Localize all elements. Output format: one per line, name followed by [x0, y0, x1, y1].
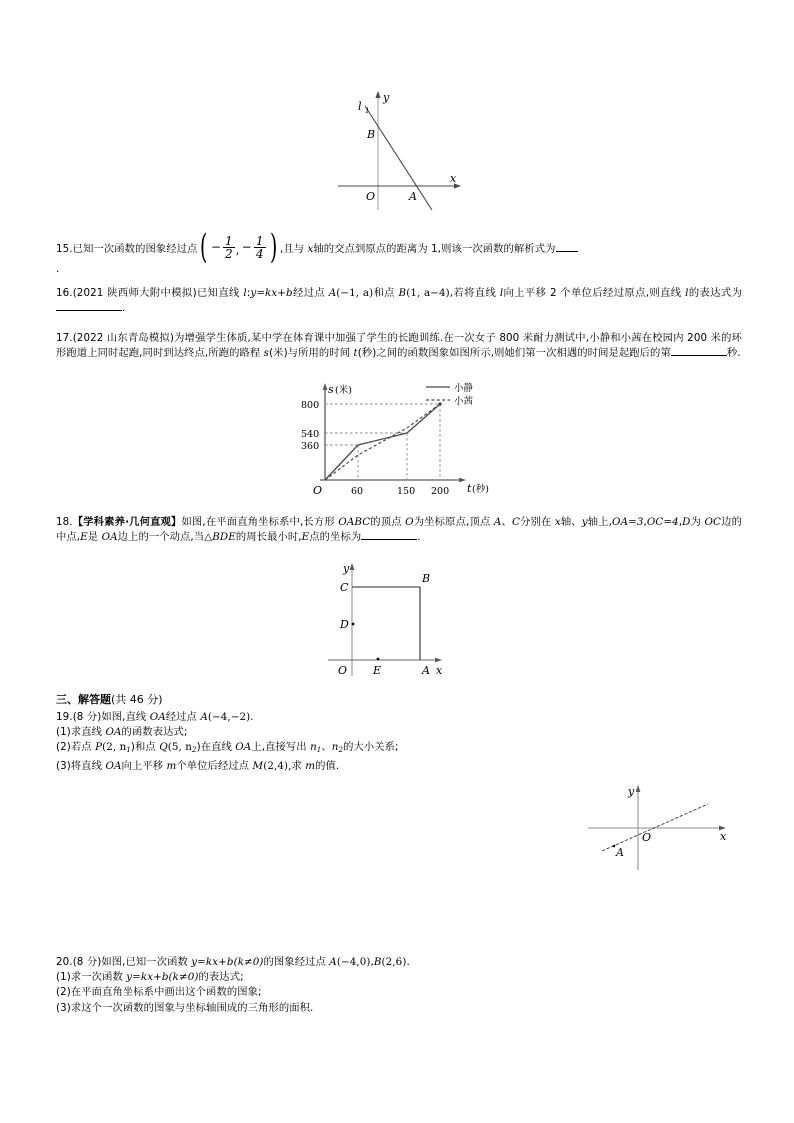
q18-body-2: 的顶点 [370, 516, 406, 528]
q16-part2: 经过点 [292, 287, 329, 299]
q20-stem-2: 的图象经过点 [263, 956, 330, 968]
q18-body-15: 点的坐标为 [309, 531, 362, 544]
chart-xlabel-unit: (秒) [472, 484, 489, 495]
q19-stem-tail: . [250, 711, 254, 723]
q19-item-3-t2: 向上平移 [121, 759, 167, 772]
q19-item-3-em-M: M [252, 759, 264, 772]
q20-point-B: B [373, 956, 382, 968]
q18-body-12: 是 [87, 531, 102, 544]
figure-rectangle-OABC [310, 560, 480, 682]
q19-item-1-t3: ; [183, 726, 188, 739]
chart-ylabel: s [328, 383, 334, 396]
y-denominator: 4 [255, 247, 264, 262]
q20-comma: , [370, 956, 374, 968]
q18-body-11: 边的中点, [56, 516, 742, 544]
question-18 [56, 515, 742, 545]
q16-colon: : [246, 287, 251, 299]
q18-body-8: , [643, 516, 647, 528]
q19-item-1 [56, 725, 742, 740]
q18-triangle-BDE: BDE [212, 531, 236, 544]
q18-segment-OA: OA [101, 531, 118, 544]
q20-item-3-label: (3) [56, 1001, 71, 1014]
q16-equation: y=kx+b [250, 287, 293, 299]
chart-running-distance-vs-time [300, 382, 520, 508]
chart-legend-label-1: 小静 [454, 383, 474, 394]
q17-source: (2022 山东青岛模拟) [72, 332, 174, 344]
q19-stem-2: 经过点 [165, 711, 201, 723]
q19-item-2-em-OA: OA [235, 741, 252, 754]
q19-item-3-t4: (2,4),求 [263, 759, 306, 772]
q18-point-O: O [405, 516, 414, 528]
q16-line-name: l [243, 287, 247, 299]
q19-item-3-label: (3) [56, 759, 71, 772]
q16-line-name-3: l [685, 287, 689, 299]
q20-stem [56, 955, 742, 970]
q19-point-A-coords: (−4,−2) [207, 711, 251, 723]
q20-score: (8 分) [72, 956, 102, 968]
q20-number: 20. [56, 956, 73, 968]
q16-point-b: B [398, 287, 407, 299]
q19-item-2-t1: 若点 [70, 741, 96, 754]
q17-number: 17. [56, 332, 73, 344]
q15-var-x: x [307, 242, 314, 255]
x-denominator: 2 [224, 247, 233, 262]
q20-item-1-t2: 的表达式; [198, 971, 244, 984]
q19-item-2-sub-2: 2 [192, 746, 197, 755]
q19-item-2-t7: 、 [321, 741, 332, 754]
chart-ytick-360: 360 [301, 441, 320, 452]
x-numerator: 1 [224, 234, 233, 249]
q20-item-1-label: (1) [56, 971, 71, 984]
q18-tail: . [417, 531, 421, 544]
q18-body-7: 轴上, [587, 516, 613, 528]
q19-score: (8 分) [72, 711, 102, 723]
question-20 [56, 955, 742, 1016]
section-score: (共 46 分) [111, 693, 163, 706]
q17-answer-blank[interactable] [671, 355, 727, 356]
chart-xtick-150: 150 [397, 486, 416, 497]
figure19-label-y: y [628, 785, 635, 798]
figure19-label-A: A [616, 846, 624, 859]
q18-axis-y: y [581, 516, 588, 528]
y-numerator: 1 [255, 234, 264, 249]
q19-item-2-t4: (5, n [167, 741, 192, 754]
q19-line-OA: OA [149, 711, 166, 723]
q19-item-2-em-n2: n [331, 741, 339, 754]
q17-unit-s: (米) [269, 347, 288, 360]
q20-stem-tail: . [406, 956, 410, 968]
q20-item-3-t1: 求这个一次函数的图象与坐标轴围成的三角形的面积. [70, 1001, 314, 1014]
chart-ylabel-unit: (米) [335, 385, 352, 396]
q17-tail: . [737, 347, 741, 360]
figure18-label-A: A [422, 664, 430, 677]
q20-point-B-coords: (2,6) [381, 956, 407, 968]
q17-var-s: s [263, 347, 270, 360]
q20-item-2-label: (2) [56, 986, 71, 999]
q18-axis-x: x [554, 516, 561, 528]
q20-stem-1: 如图,已知一次函数 [101, 956, 192, 968]
q19-item-2-t3: )和点 [130, 741, 160, 754]
q19-stem-1: 如图,直线 [101, 711, 150, 723]
q19-item-3-em-m: m [166, 759, 177, 772]
figure19-label-x: x [720, 830, 727, 843]
q18-body-13: 边上的一个动点,当△ [117, 531, 213, 544]
q20-item-2-t1: 在平面直角坐标系中画出这个函数的图象; [70, 986, 262, 999]
q15-coordinate-pair [197, 227, 279, 267]
q16-point-a: A [328, 287, 337, 299]
q19-item-2-sub-3: 1 [316, 746, 322, 755]
q20-item-1-t1: 求一次函数 [70, 971, 127, 984]
q18-point-C: C [511, 516, 520, 528]
q20-point-A-coords: (−4,0) [336, 956, 371, 968]
figure18-label-D: D [340, 618, 349, 631]
q19-item-3-em-OA: OA [105, 759, 122, 772]
figure18-label-B: B [422, 572, 431, 585]
figure18-label-O: O [338, 664, 348, 677]
q17-body-4: 秒 [726, 347, 738, 360]
q15-text-after-2: 轴的交点到原点的距离为 1,则该一次函数的解析式为 [313, 242, 556, 255]
q18-answer-blank[interactable] [361, 539, 417, 540]
section-title: 解答题 [78, 693, 111, 706]
q18-point-E-2: E [301, 531, 310, 544]
q16-part1: 已知直线 [196, 287, 244, 299]
y-fraction [253, 235, 267, 260]
q17-unit-t: (秒) [357, 347, 377, 360]
q18-body-1: 如图,在平面直角坐标系中,长方形 [181, 516, 339, 528]
q16-point-a-coords: (−1, a) [336, 287, 374, 299]
chart-xtick-60: 60 [351, 486, 364, 497]
q18-point-A: A [493, 516, 502, 528]
q19-item-3 [56, 759, 742, 774]
chart-origin-label: O [313, 484, 323, 497]
q19-item-2-t2: (2, n [102, 741, 127, 754]
q19-item-2-em-Q: Q [159, 741, 168, 754]
figure-label-O: O [366, 190, 376, 203]
figure-label-A: A [409, 190, 417, 203]
q18-body-14: 的周长最小时, [235, 531, 302, 544]
q18-body-4: 、 [501, 516, 512, 528]
q19-item-3-t1: 将直线 [70, 759, 106, 772]
question-16 [56, 286, 742, 316]
section-prefix: 三、 [56, 693, 78, 706]
q18-body-9: , [678, 516, 683, 528]
q16-point-b-coords: (1, a−4) [406, 287, 450, 299]
q19-item-2-sub-4: 2 [338, 746, 344, 755]
x-fraction [222, 235, 236, 260]
paren-open: ( [200, 227, 208, 267]
q16-line-name-2: l [499, 287, 504, 299]
chart-xlabel: t [467, 482, 472, 495]
paren-close: ) [269, 227, 277, 267]
figure-label-y: y [383, 91, 390, 104]
chart-ytick-800: 800 [301, 400, 320, 411]
q16-part3: 和点 [373, 287, 399, 299]
figure18-label-E: E [373, 664, 382, 677]
q17-body-3: 之间的函数图象如图所示,则她们第一次相遇的时间是起跑后的第 [376, 347, 671, 360]
figure-line-OA [580, 782, 750, 877]
q19-item-3-em-m2: m [305, 759, 316, 772]
q17-var-t: t [353, 347, 358, 360]
q16-answer-blank[interactable] [56, 310, 122, 311]
q19-item-1-t2: 的函数表达式 [121, 726, 184, 739]
q16-tail: . [122, 302, 126, 315]
q19-stem [56, 710, 742, 725]
q18-body-5: 分别在 [519, 516, 555, 528]
q19-item-3-t5: 的值. [315, 759, 340, 772]
q19-item-2-em-n1: n [310, 741, 317, 754]
question-19 [56, 710, 742, 774]
question-17 [56, 331, 742, 361]
q19-item-1-label: (1) [56, 726, 71, 739]
q18-oa-length: OA=3 [612, 516, 644, 528]
q18-body-10: 为 [690, 516, 705, 528]
q19-item-2-sub-1: 1 [126, 746, 131, 755]
q20-item-3 [56, 1001, 742, 1016]
q15-number: 15. [56, 242, 73, 255]
figure-label-B: B [367, 128, 376, 141]
figure-label-l: l [358, 100, 362, 113]
figure18-label-C: C [340, 581, 349, 594]
q16-part4: ,若将直线 [449, 287, 500, 299]
q18-rect-name: OABC [338, 516, 371, 528]
q19-item-2-t8: 的大小关系; [343, 741, 399, 754]
figure-line-l1 [330, 88, 470, 216]
q20-item-2 [56, 985, 742, 1000]
q18-point-D: D [682, 516, 691, 528]
q20-item-1-em: y=kx+b(k≠0) [126, 971, 199, 984]
q19-item-2-t5: )在直线 [196, 741, 236, 754]
q19-item-1-t1: 求直线 [70, 726, 106, 739]
figure-label-l-subscript: 1 [365, 107, 370, 115]
q19-item-2-em-P: P [95, 741, 103, 754]
q16-number: 16. [56, 287, 73, 299]
q15-text-before: 已知一次函数的图象经过点 [72, 242, 198, 255]
q20-point-A: A [329, 956, 337, 968]
y-sign: − [241, 240, 252, 255]
figure18-label-x: x [436, 664, 443, 677]
q18-competency-tag: 【学科素养·几何直观】 [72, 516, 182, 528]
chart-xtick-200: 200 [431, 486, 450, 497]
q18-point-E: E [80, 531, 88, 544]
section-heading-answer-questions [56, 691, 163, 707]
x-sign: − [210, 240, 221, 255]
q19-item-2-label: (2) [56, 741, 71, 754]
q19-item-2-t6: 上,直接写出 [251, 741, 311, 754]
q18-segment-OC: OC [704, 516, 722, 528]
q19-number: 19. [56, 711, 73, 723]
figure-label-x: x [450, 172, 457, 185]
q19-point-A: A [200, 711, 208, 723]
q16-source: (2021 陕西师大附中模拟) [72, 287, 197, 299]
chart-legend-label-2: 小茜 [454, 396, 474, 407]
chart-ytick-540: 540 [301, 429, 320, 440]
q15-answer-blank[interactable] [556, 251, 578, 252]
q17-body-1: 为增强学生体质,某中学在体育课中加强了学生的长跑训练.在一次女子 800 米耐力测试中,小静和小茜在校园内 200 米的环形跑道上同时起跑,同时到达终点,所跑的路程 [56, 332, 742, 360]
q18-oc-length: OC=4 [646, 516, 679, 528]
q19-item-1-em: OA [105, 726, 122, 739]
q18-body-3: 为坐标原点,顶点 [413, 516, 494, 528]
figure19-label-O: O [642, 831, 652, 844]
pair-comma: , [235, 243, 240, 258]
q18-body-6: 轴、 [560, 516, 582, 528]
q16-part5: 向上平移 2 个单位后经过原点,则直线 [503, 287, 686, 299]
q15-tail: . [56, 262, 60, 275]
q16-part6: 的表达式为 [688, 287, 743, 299]
q20-equation: y=kx+b(k≠0) [191, 956, 264, 968]
question-15 [56, 227, 742, 277]
q19-item-3-t3: 个单位后经过点 [176, 759, 253, 772]
q19-item-2 [56, 740, 742, 758]
q15-text-after-1: ,且与 [279, 242, 308, 255]
q17-body-2: 与所用的时间 [287, 347, 354, 360]
q20-item-1 [56, 970, 742, 985]
figure18-label-y: y [343, 562, 350, 575]
q18-number: 18. [56, 516, 73, 528]
